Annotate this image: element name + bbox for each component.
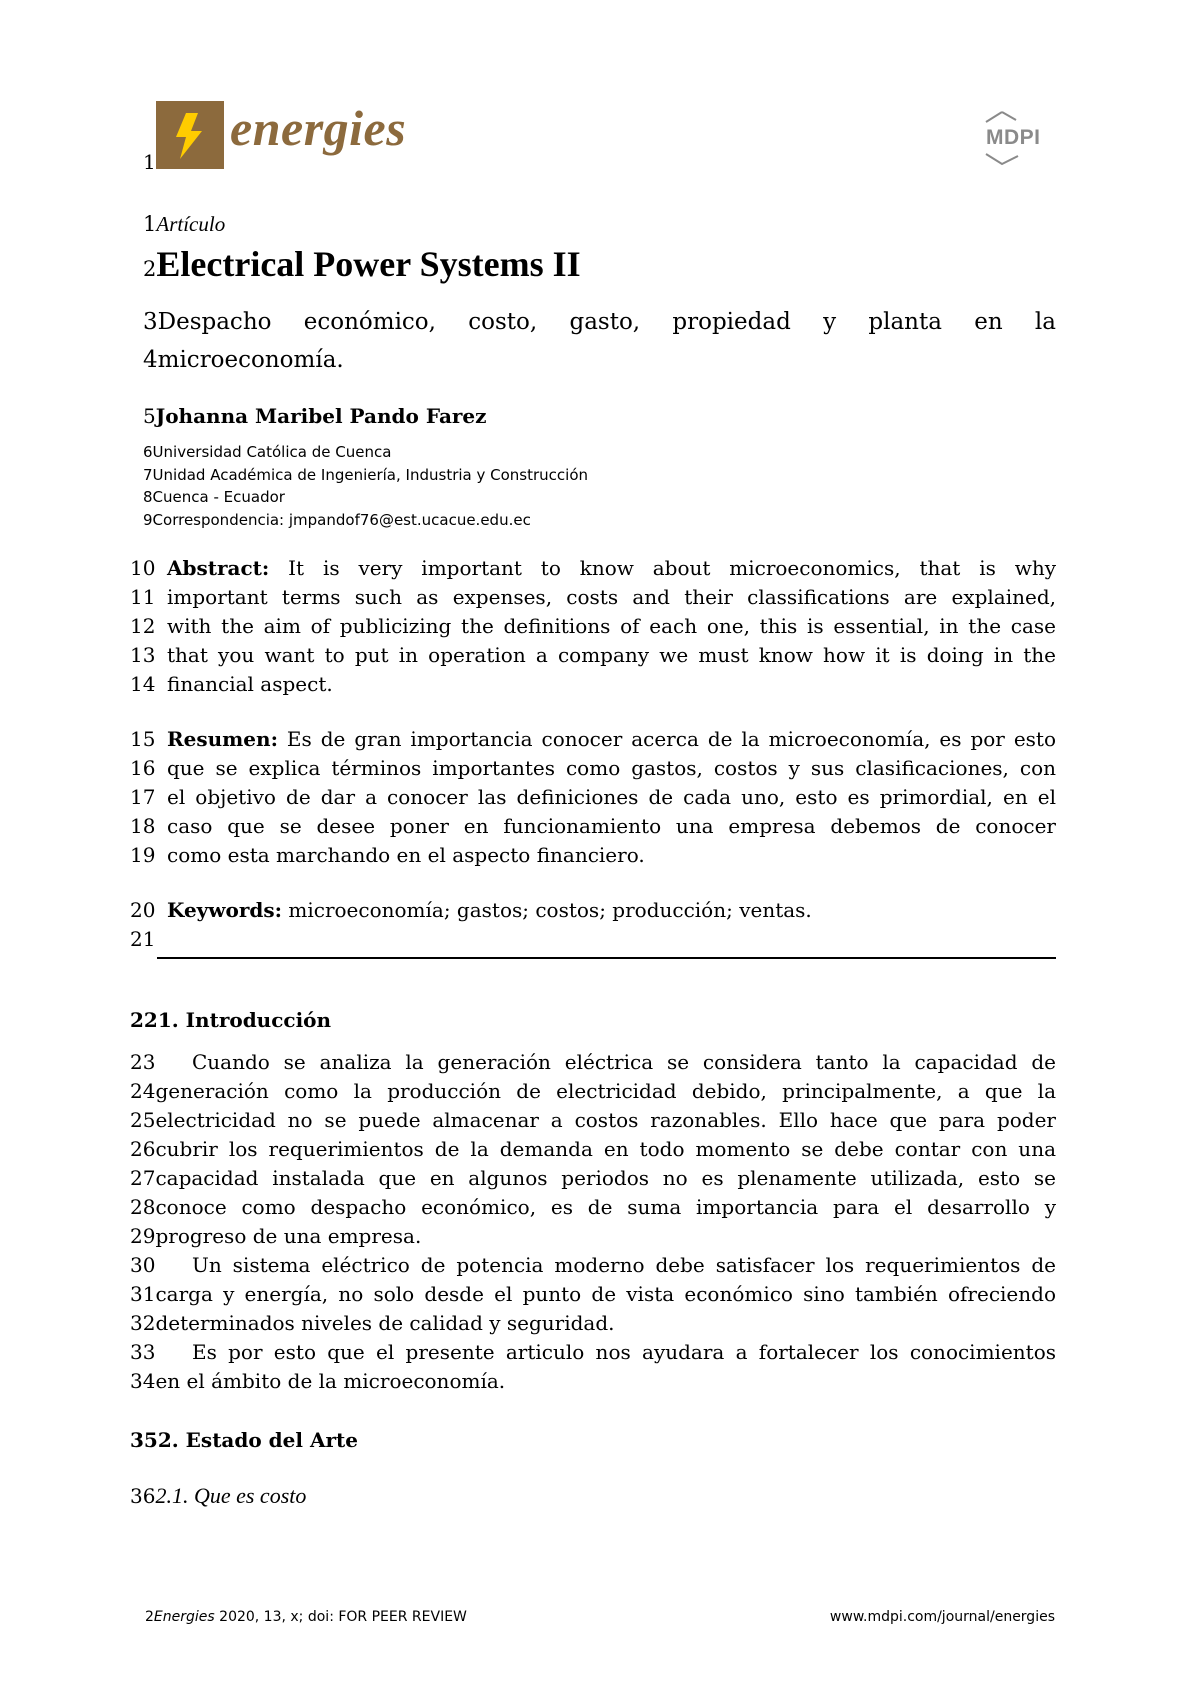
- paragraph-text: determinados niveles de calidad y seguridad.: [155, 1311, 615, 1335]
- author: [143, 404, 487, 428]
- paragraph-line: [130, 1050, 1056, 1074]
- line-number: 17: [130, 785, 156, 809]
- abstract-text: financial aspect.: [167, 672, 333, 696]
- line-number: 18: [130, 814, 156, 838]
- line-number: 19: [130, 843, 156, 867]
- line-number: 22: [130, 1008, 158, 1032]
- subtitle-line: [143, 347, 1056, 375]
- section-title: 1. Introducción: [157, 1008, 332, 1032]
- line-number: 13: [130, 643, 156, 667]
- footer-citation-text: 2020, 13, x; doi: FOR PEER REVIEW: [219, 1609, 467, 1625]
- section-heading-estado-del-arte: [130, 1428, 358, 1452]
- line-number: 30: [130, 1253, 156, 1277]
- resumen-label: Resumen:: [167, 727, 278, 751]
- paragraph-text: Un sistema eléctrico de potencia moderno debe satisfacer los requerimientos de: [192, 1253, 1056, 1277]
- line-number: 36: [130, 1484, 156, 1508]
- line-number: 7: [143, 466, 153, 484]
- line-number: 34: [130, 1369, 156, 1393]
- affiliation-text: Universidad Católica de Cuenca: [152, 443, 392, 461]
- resumen-text-span: Es de gran importancia conocer acerca de la microeconomía, es por esto: [286, 727, 1056, 751]
- line-number: 16: [130, 756, 156, 780]
- line-number: 33: [130, 1340, 156, 1364]
- affiliation-text: Cuenca - Ecuador: [152, 488, 285, 506]
- paragraph-text: progreso de una empresa.: [155, 1224, 422, 1248]
- paragraph-line: [130, 1166, 1056, 1190]
- line-number: 11: [130, 585, 156, 609]
- article-type: [143, 212, 225, 237]
- abstract-text: [167, 556, 1056, 580]
- line-number: 4: [143, 347, 158, 373]
- line-number: 25: [130, 1108, 156, 1132]
- subtitle-text: microeconomía.: [157, 347, 344, 373]
- abstract-text: that you want to put in operation a company we must know how it is doing in the: [167, 643, 1056, 667]
- line-number: 3: [143, 309, 158, 335]
- paragraph-line: [130, 1311, 1056, 1335]
- line-number: 23: [130, 1050, 156, 1074]
- line-number: 35: [130, 1428, 158, 1452]
- article-type-label: Artículo: [156, 212, 226, 236]
- line-number: 1: [143, 150, 156, 174]
- paragraph-text: conoce como despacho económico, es de suma importancia para el desarrollo y: [155, 1195, 1056, 1219]
- paragraph-text: cubrir los requerimientos de la demanda en todo momento se debe contar con una: [155, 1137, 1056, 1161]
- resumen-text: el objetivo de dar a conocer las definiciones de cada uno, esto es primordial, en el: [167, 785, 1056, 809]
- paragraph-line: [130, 1282, 1056, 1306]
- subsection-heading: [130, 1483, 306, 1509]
- line-number: 26: [130, 1137, 156, 1161]
- paragraph-text: en el ámbito de la microeconomía.: [155, 1369, 506, 1393]
- abstract-line: [130, 585, 1056, 609]
- line-number: 15: [130, 727, 156, 751]
- footer-url[interactable]: www.mdpi.com/journal/energies: [829, 1609, 1055, 1625]
- line-number: 12: [130, 614, 156, 638]
- line-number: 31: [130, 1282, 156, 1306]
- author-name: Johanna Maribel Pando Farez: [155, 404, 487, 428]
- line-number: 6: [143, 443, 153, 461]
- subtitle-line: [143, 309, 1056, 337]
- paragraph-text: carga y energía, no solo desde el punto de vista económico sino también ofreciendo: [155, 1282, 1056, 1306]
- paragraph-text: Es por esto que el presente articulo nos ayudara a fortalecer los conocimientos: [192, 1340, 1056, 1364]
- resumen-text: como esta marchando en el aspecto financiero.: [167, 843, 645, 867]
- abstract-line: [130, 556, 1056, 580]
- keywords: [130, 898, 1056, 922]
- abstract-line: [130, 672, 1056, 696]
- publisher-logo: [972, 108, 1056, 170]
- abstract-text-span: It is very important to know about microeconomics, that is why: [288, 556, 1057, 580]
- journal-name: energies: [230, 100, 407, 156]
- paragraph-text: Cuando se analiza la generación eléctrica se considera tanto la capacidad de: [192, 1050, 1056, 1074]
- section-divider: [157, 957, 1056, 959]
- abstract-line: [130, 614, 1056, 638]
- paragraph-line: [130, 1253, 1056, 1277]
- abstract-text: important terms such as expenses, costs and their classifications are explained,: [167, 585, 1056, 609]
- paragraph-line: [130, 1195, 1056, 1219]
- abstract-label: Abstract:: [167, 556, 270, 580]
- affiliation-text: Unidad Académica de Ingeniería, Industria y Construcción: [152, 466, 589, 484]
- line-number: 28: [130, 1195, 156, 1219]
- line-number: 2: [145, 1609, 154, 1625]
- title-text: Electrical Power Systems II: [156, 244, 581, 284]
- line-number: 14: [130, 672, 156, 696]
- section-title: 2. Estado del Arte: [157, 1428, 358, 1452]
- subsection-title: 2.1. Que es costo: [155, 1483, 307, 1508]
- resumen-text: que se explica términos importantes como gastos, costos y sus clasificaciones, con: [167, 756, 1056, 780]
- abstract-line: [130, 643, 1056, 667]
- correspondence-text: Correspondencia: jmpandof76@est.ucacue.edu.ec: [152, 511, 531, 529]
- line-number: 5: [143, 404, 156, 428]
- paragraph-line: [130, 1108, 1056, 1132]
- paragraph-line: [130, 1137, 1056, 1161]
- line-number: 9: [143, 511, 153, 529]
- line-number: 10: [130, 556, 156, 580]
- resumen-line: [130, 727, 1056, 751]
- section-heading-introduction: [130, 1008, 331, 1032]
- affiliation: [143, 443, 391, 461]
- paragraph-line: [130, 1340, 1056, 1364]
- line-number: 21: [130, 927, 156, 951]
- line-number: 32: [130, 1311, 156, 1335]
- line-number: 29: [130, 1224, 156, 1248]
- affiliation: [143, 466, 588, 484]
- paper-title: [143, 243, 581, 286]
- resumen-line: [130, 814, 1056, 838]
- resumen-line: [130, 843, 1056, 867]
- paragraph-text: generación como la producción de electricidad debido, principalmente, a que la: [155, 1079, 1056, 1103]
- resumen-line: [130, 785, 1056, 809]
- footer-journal: Energies: [153, 1609, 215, 1625]
- resumen-text: [167, 727, 1056, 751]
- correspondence: [143, 511, 531, 529]
- resumen-text: caso que se desee poner en funcionamiento una empresa debemos de conocer: [167, 814, 1056, 838]
- paragraph-line: [130, 1224, 1056, 1248]
- line-number: 1: [143, 212, 157, 236]
- line-number: 8: [143, 488, 153, 506]
- footer-citation: [145, 1609, 467, 1626]
- line-number: 24: [130, 1079, 156, 1103]
- paragraph-line: [130, 1079, 1056, 1103]
- keywords-label: Keywords:: [167, 898, 283, 922]
- line-number: 20: [130, 898, 156, 922]
- affiliation: [143, 488, 285, 506]
- paragraph-line: [130, 1369, 1056, 1393]
- paragraph-text: electricidad no se puede almacenar a costos razonables. Ello hace que para poder: [155, 1108, 1056, 1132]
- lightning-icon: [156, 101, 224, 169]
- subtitle-text: Despacho económico, costo, gasto, propiedad y planta en la: [157, 309, 1056, 335]
- line-number: 27: [130, 1166, 156, 1190]
- journal-logo-mark: [156, 101, 224, 169]
- abstract-text: with the aim of publicizing the definitions of each one, this is essential, in the case: [167, 614, 1056, 638]
- line-number: 2: [143, 257, 157, 281]
- paragraph-text: capacidad instalada que en algunos periodos no es plenamente utilizada, esto se: [155, 1166, 1056, 1190]
- keywords-text: [167, 898, 1056, 922]
- resumen-line: [130, 756, 1056, 780]
- keywords-list: microeconomía; gastos; costos; producción; ventas.: [288, 898, 812, 922]
- publisher-name: MDPI: [986, 126, 1041, 149]
